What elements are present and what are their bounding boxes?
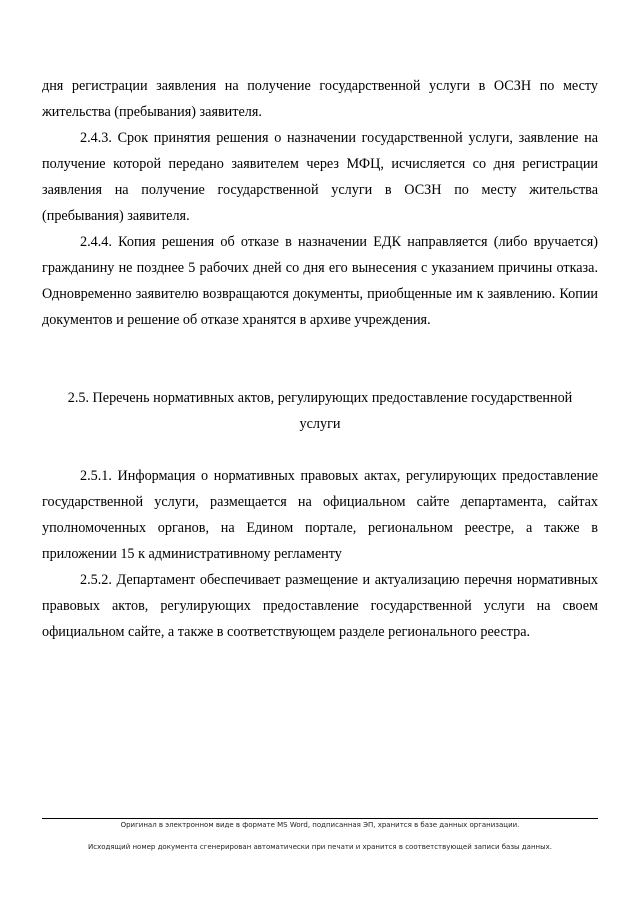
paragraph-2-4-3: 2.4.3. Срок принятия решения о назначении государственной услуги, заявление на получение которой передано заявителем через МФЦ, исчисляется со дня регистрации заявления на получение государственной услуги в ОСЗН по месту жительства (пребывания) заявителя. <box>42 130 598 224</box>
footer-original-note: Оригинал в электронном виде в формате MS Word, подписанная ЭП, хранится в базе данных организации. <box>120 821 520 829</box>
section-heading-line1: 2.5. Перечень нормативных актов, регулирующих предоставление государственной <box>67 390 573 406</box>
paragraph-2-5-1: 2.5.1. Информация о нормативных правовых актах, регулирующих предоставление государственной услуги, размещается на официальном сайте департамента, сайтах уполномоченных органов, на Едином портале, региональном реестре, а также в приложении 15 к административному регламенту <box>42 468 598 562</box>
section-heading-line2: услуги <box>299 416 341 432</box>
paragraph-2-4-4: 2.4.4. Копия решения об отказе в назначении ЕДК направляется (либо вручается) гражданину не позднее 5 рабочих дней со дня его вынесения с указанием причины отказа. Одновременно заявителю возвращаются документы, приобщенные им к заявлению. Копии документов и решение об отказе хранятся в архиве учреждения. <box>42 234 598 328</box>
footer-divider <box>42 818 598 819</box>
paragraph-continuation: дня регистрации заявления на получение государственной услуги в ОСЗН по месту жительства (пребывания) заявителя. <box>42 78 598 120</box>
paragraph-2-5-2: 2.5.2. Департамент обеспечивает размещение и актуализацию перечня нормативных правовых актов, регулирующих предоставление государственной услуги на своем официальном сайте, а также в соответствующем разделе регионального реестра. <box>42 572 598 640</box>
footer-outgoing-number-note: Исходящий номер документа сгенерирован автоматически при печати и хранится в соответствующей записи базы данных. <box>88 843 552 851</box>
section-heading-2-5 <box>42 385 598 437</box>
